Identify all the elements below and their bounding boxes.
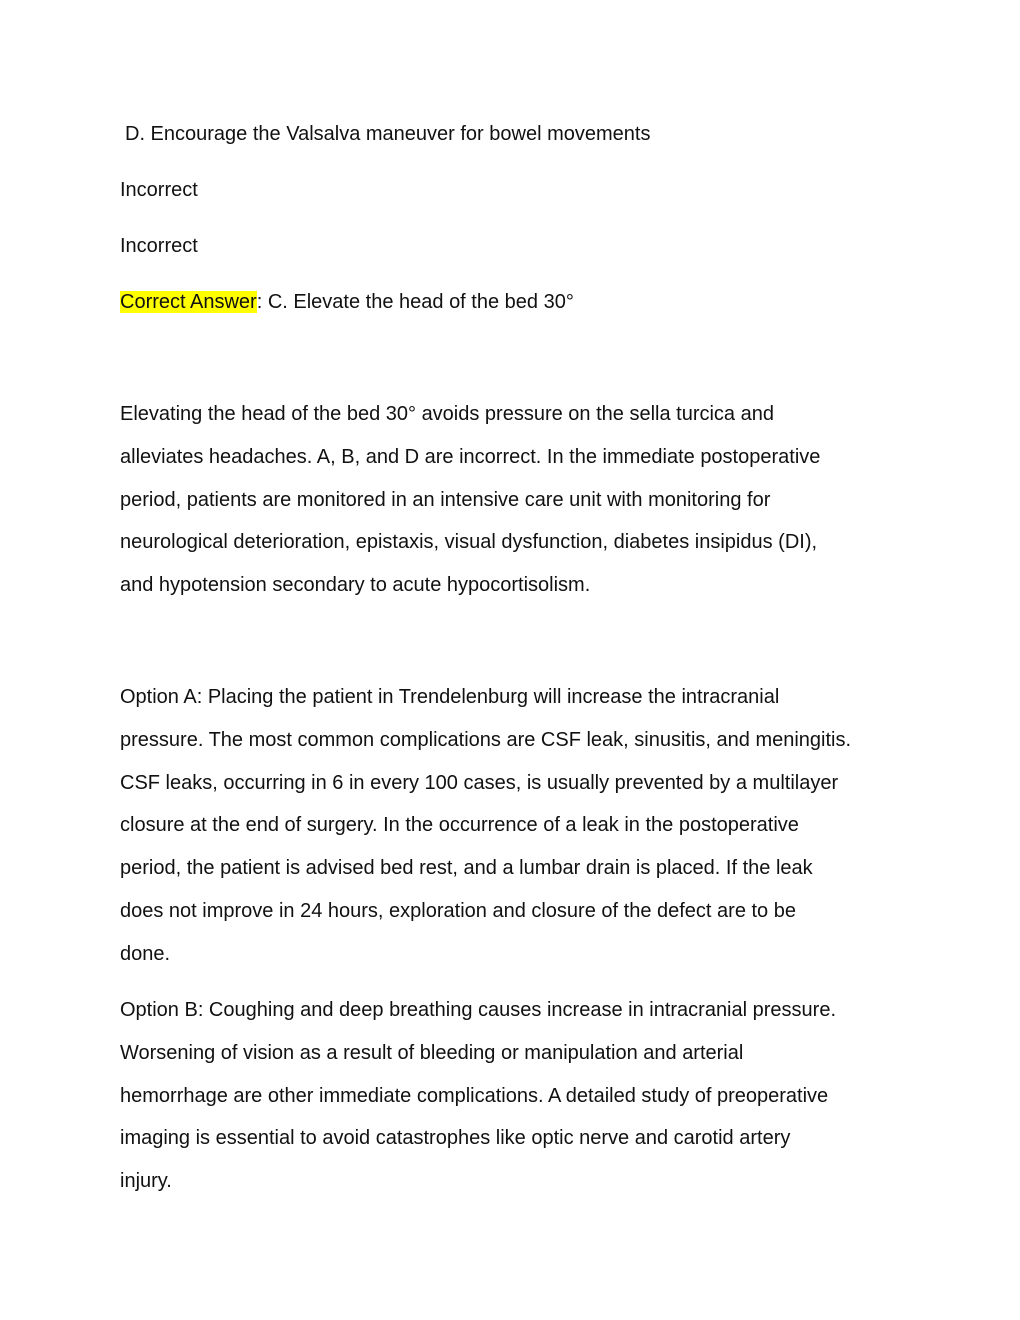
explanation-paragraph: [120, 393, 910, 607]
explanation-line: and hypotension secondary to acute hypocortisolism.: [120, 574, 591, 596]
explanation-line: alleviates headaches. A, B, and D are incorrect. In the immediate postoperative: [120, 445, 821, 468]
correct-answer-value: : C. Elevate the head of the bed 30°: [256, 291, 574, 313]
correct-answer-label: Correct Answer: [120, 291, 257, 313]
option-a-paragraph: [120, 676, 910, 975]
option-a-line: does not improve in 24 hours, exploration and closure of the defect are to be: [120, 899, 796, 922]
explanation-line: neurological deterioration, epistaxis, visual dysfunction, diabetes insipidus (DI),: [120, 531, 818, 554]
option-a-line: period, the patient is advised bed rest, and a lumbar drain is placed. If the leak: [120, 857, 813, 879]
option-b-line: Worsening of vision as a result of bleeding or manipulation and arterial: [120, 1041, 744, 1064]
option-a-line: pressure. The most common complications are CSF leak, sinusitis, and meningitis.: [120, 728, 852, 751]
option-a-line: done.: [120, 942, 171, 965]
option-b-line: injury.: [120, 1170, 172, 1192]
explanation-line: period, patients are monitored in an intensive care unit with monitoring for: [120, 488, 771, 511]
option-b-paragraph: [120, 989, 910, 1203]
option-a-line: closure at the end of surgery. In the occurrence of a leak in the postoperative: [120, 814, 799, 837]
correct-answer-line: [120, 289, 574, 315]
option-a-line: Option A: Placing the patient in Trendelenburg will increase the intracranial: [120, 686, 780, 708]
result-incorrect-2: Incorrect: [120, 235, 198, 257]
result-incorrect-1: Incorrect: [120, 179, 198, 201]
option-b-line: Option B: Coughing and deep breathing causes increase in intracranial pressure.: [120, 999, 836, 1021]
option-b-line: hemorrhage are other immediate complications. A detailed study of preoperative: [120, 1084, 829, 1107]
explanation-line: Elevating the head of the bed 30° avoids pressure on the sella turcica and: [120, 403, 774, 425]
option-b-line: imaging is essential to avoid catastrophes like optic nerve and carotid artery: [120, 1127, 791, 1150]
option-d-text: D. Encourage the Valsalva maneuver for bowel movements: [125, 123, 651, 145]
option-a-line: CSF leaks, occurring in 6 in every 100 cases, is usually prevented by a multilayer: [120, 771, 839, 794]
